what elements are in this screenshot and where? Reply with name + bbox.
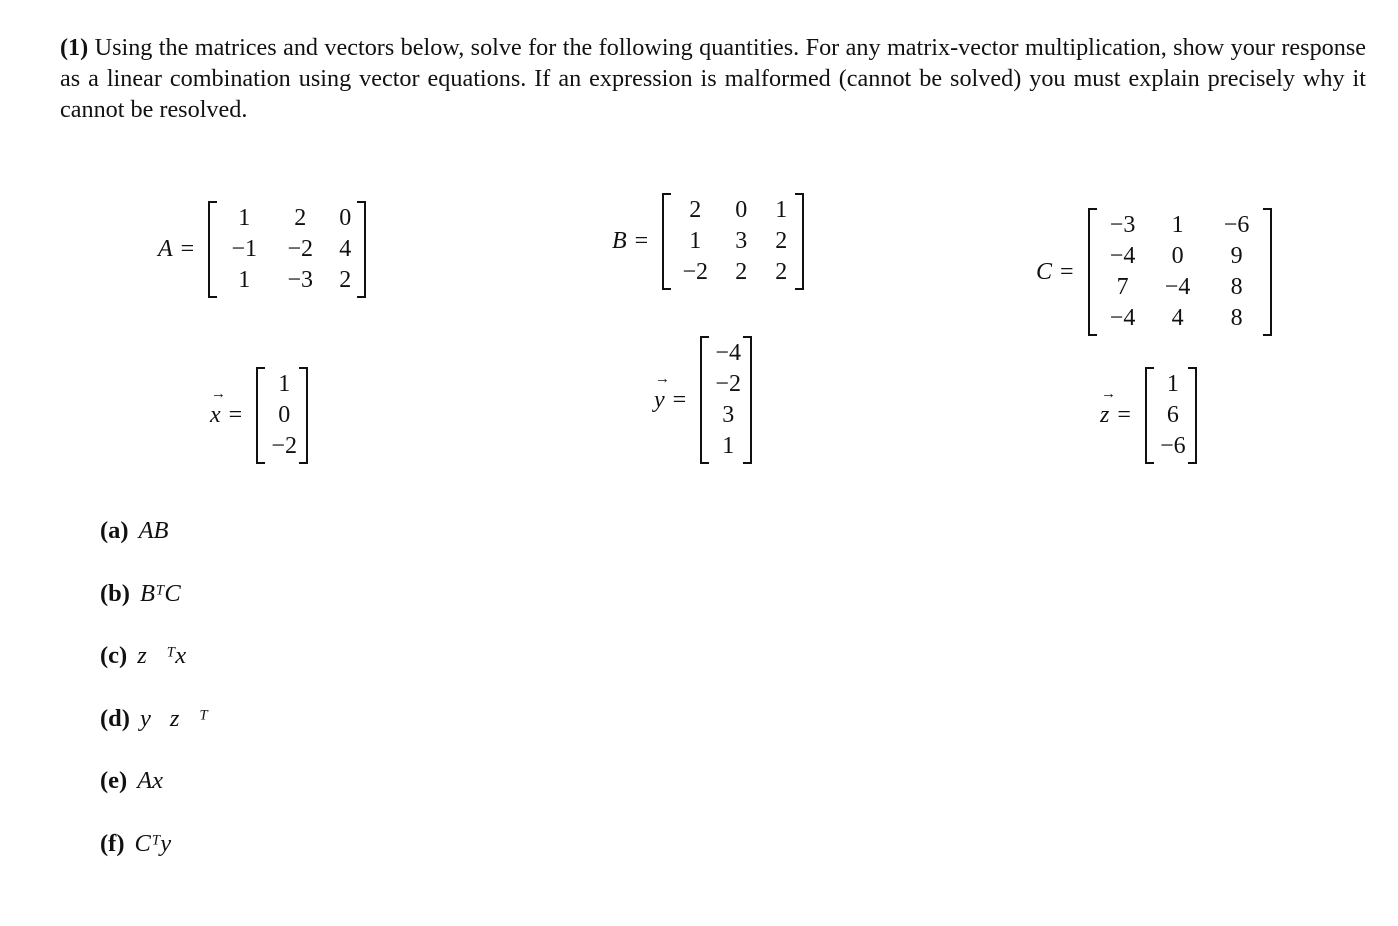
matrix-cell: 8 — [1230, 274, 1243, 300]
matrix-cell: 2 — [775, 228, 788, 254]
matrix-cell: 2 — [339, 267, 352, 293]
matrix-cell: 1 — [278, 371, 291, 397]
matrix-cell: 1 — [689, 228, 702, 254]
matrix-cell: −4 — [715, 340, 741, 366]
sub-question-list — [100, 517, 208, 892]
matrix-cell: −2 — [271, 433, 297, 459]
matrix-cell: 3 — [735, 228, 748, 254]
matrix-cell: 1 — [722, 433, 735, 459]
matrix-cell: 0 — [339, 205, 352, 231]
matrix-cell: −2 — [287, 236, 313, 262]
matrix-b — [662, 193, 804, 290]
matrix-c-equation: C = −3 1 −6 −4 0 9 7 −4 8 −4 4 8 — [1036, 208, 1272, 336]
matrix-a-equation: A = 1 2 0 −1 −2 4 1 −3 2 — [158, 201, 366, 298]
matrix-cell: −2 — [715, 371, 741, 397]
matrix-cell: 3 — [722, 402, 735, 428]
matrix-cell: −1 — [231, 236, 257, 262]
matrix-cell: 2 — [775, 259, 788, 285]
sub-question-c: (c) z⃗ᵀx⃗ — [100, 642, 206, 669]
matrix-cell: −4 — [1109, 305, 1136, 331]
matrix-cell: 4 — [1171, 305, 1184, 331]
vector-y-name: y → — [654, 387, 665, 414]
vector-z-name: z → — [1100, 402, 1109, 429]
matrix-cell: 4 — [339, 236, 352, 262]
matrix-cell: −2 — [682, 259, 708, 285]
matrix-cell: −4 — [1109, 243, 1136, 269]
matrix-cell: −4 — [1164, 274, 1191, 300]
matrix-cell: −3 — [1109, 212, 1136, 238]
sub-question-a: (a) AB — [100, 517, 169, 544]
matrix-cell: 0 — [735, 197, 748, 223]
matrix-cell: −6 — [1160, 433, 1186, 459]
matrix-cell: 1 — [775, 197, 788, 223]
matrix-cell: 1 — [1166, 371, 1179, 397]
matrix-c-name: C — [1036, 258, 1053, 285]
vector-y — [700, 336, 752, 464]
vector-z-equation: z → = 1 6 −6 — [1100, 367, 1197, 464]
vector-x-equation: x → = 1 0 −2 — [210, 367, 308, 464]
matrix-cell: 2 — [689, 197, 702, 223]
vector-y-equation: y → = −4 −2 3 1 — [654, 336, 752, 464]
sub-question-b: (b) BᵀC — [100, 579, 181, 607]
matrix-cell: 8 — [1230, 305, 1243, 331]
matrix-cell: 1 — [1171, 212, 1184, 238]
matrix-cell: 9 — [1230, 243, 1243, 269]
matrix-cell: 0 — [278, 402, 291, 428]
problem-number: (1) — [60, 34, 89, 61]
matrix-c — [1088, 208, 1272, 336]
vector-x-name: x → — [210, 402, 221, 429]
matrix-a — [208, 201, 366, 298]
matrix-b-name: B — [612, 228, 627, 254]
problem-text: Using the matrices and vectors below, solve for the following quantities. For any matrix-vector multiplication, show your response as a linear combination using vector equations. If an expression is malformed (cannot be solved) you must explain precisely why it cannot be resolved. — [60, 34, 1366, 123]
vector-x — [256, 367, 308, 464]
matrix-cell: −6 — [1223, 212, 1250, 238]
sub-question-d: (d) y⃗z⃗ᵀ — [100, 704, 208, 732]
matrix-cell: −3 — [287, 267, 313, 293]
matrix-cell: 1 — [238, 205, 251, 231]
matrix-cell: 2 — [735, 259, 748, 285]
matrix-a-name: A — [158, 236, 173, 262]
sub-question-f: (f) Cᵀy⃗ — [100, 829, 191, 857]
matrix-cell: 2 — [294, 205, 307, 231]
problem-statement — [60, 32, 1366, 125]
matrix-cell: 0 — [1171, 243, 1184, 269]
vector-z — [1145, 367, 1197, 464]
sub-question-e: (e) Ax⃗ — [100, 767, 183, 794]
matrix-cell: 1 — [238, 267, 251, 293]
matrix-b-equation: B = 2 0 1 1 3 2 −2 2 2 — [612, 193, 804, 290]
matrix-cell: 7 — [1116, 274, 1129, 300]
matrix-cell: 6 — [1166, 402, 1179, 428]
